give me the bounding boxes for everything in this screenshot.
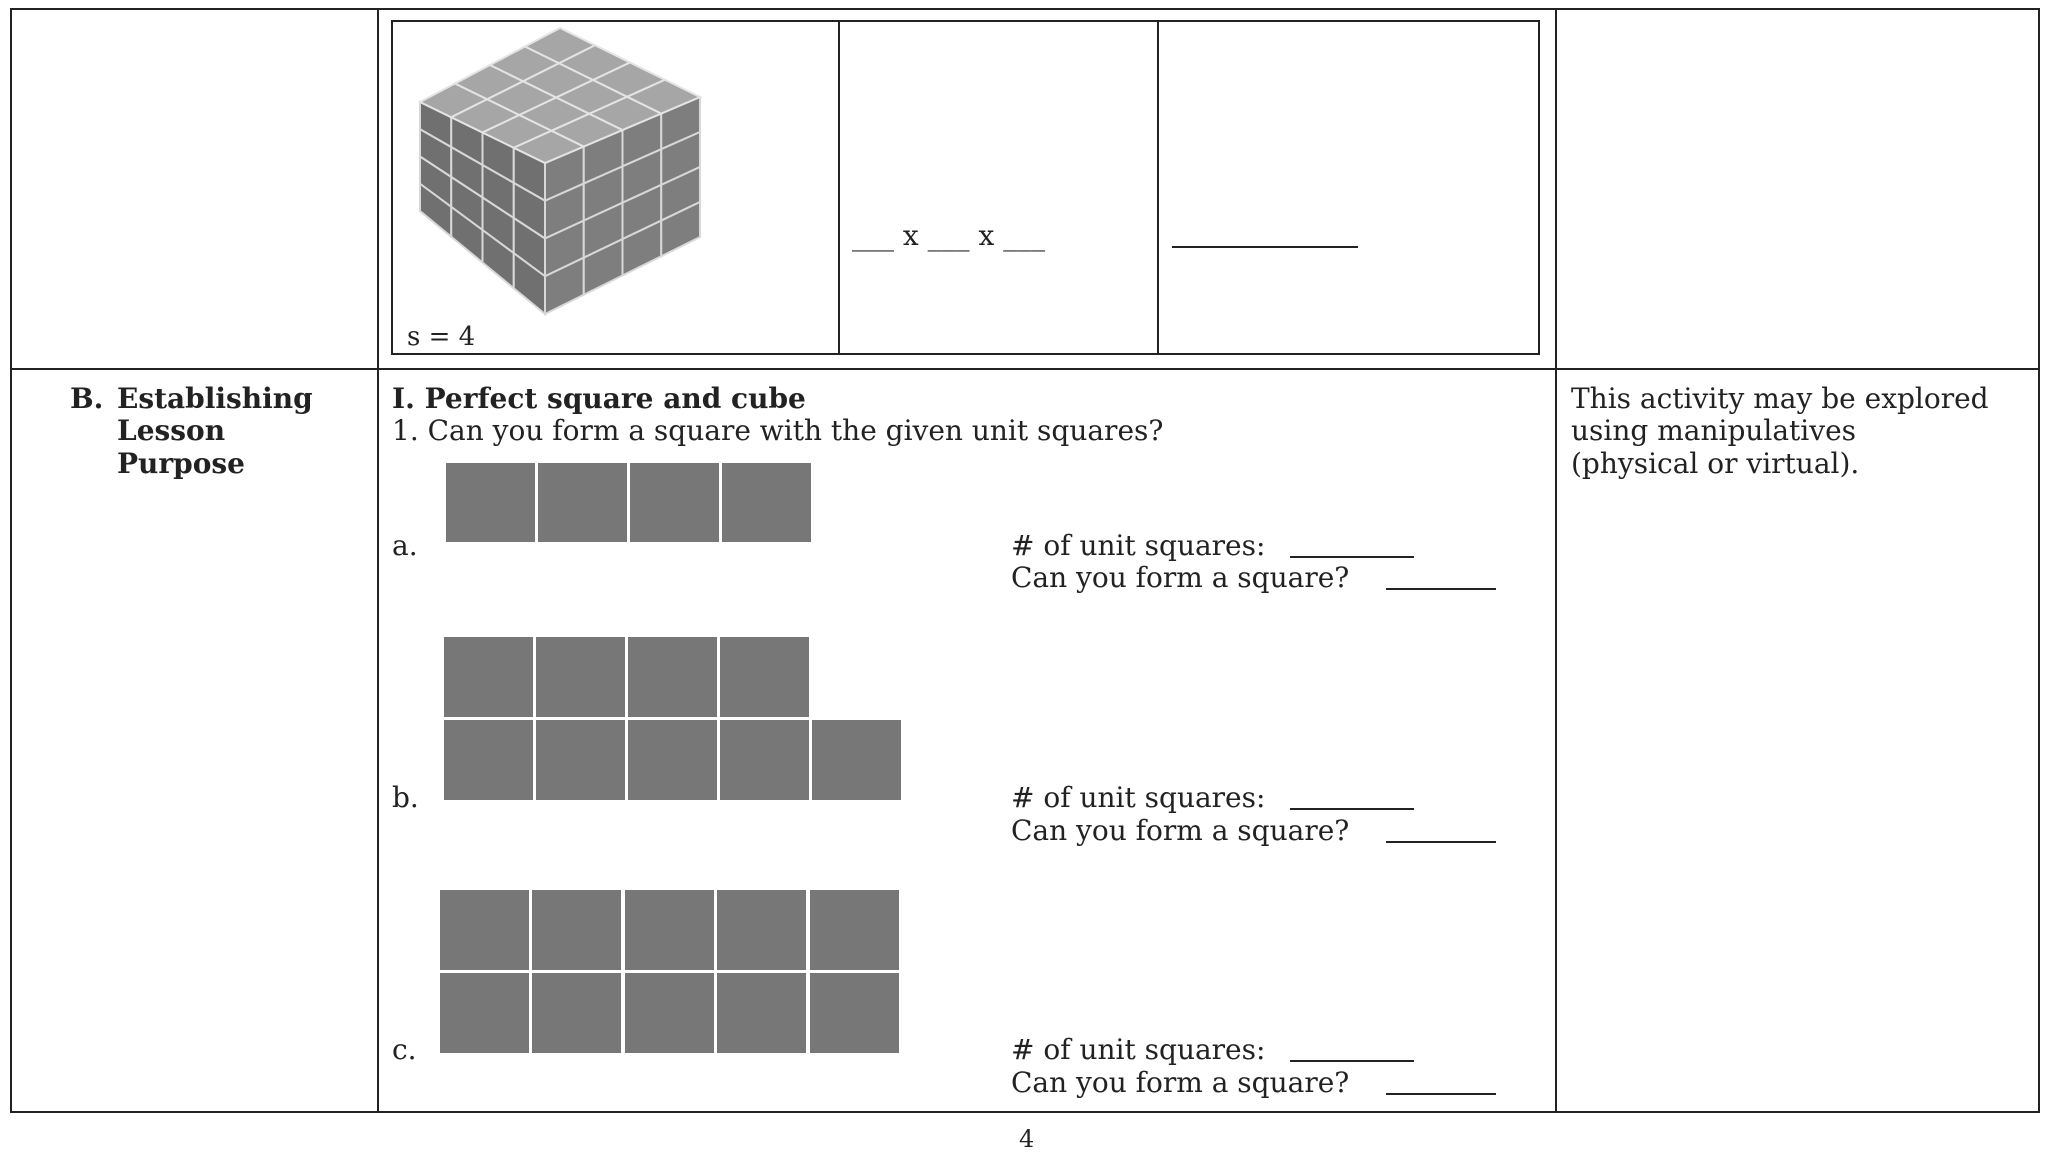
teacher-note-line-2: using manipulatives xyxy=(1571,414,1857,447)
section-label-line-2: Lesson xyxy=(117,414,226,447)
activity-heading: I. Perfect square and cube xyxy=(392,382,806,415)
item-a-count-blank xyxy=(1290,532,1414,558)
unit-square xyxy=(446,463,535,542)
table-row-divider xyxy=(10,368,2040,370)
section-label-line-3: Purpose xyxy=(117,447,245,480)
item-b-form-blank xyxy=(1386,817,1496,843)
item-a-letter: a. xyxy=(392,529,418,562)
unit-square xyxy=(717,890,806,970)
item-c-count-blank xyxy=(1290,1036,1414,1062)
item-b-count-label: # of unit squares: xyxy=(1011,781,1266,814)
unit-square xyxy=(812,720,901,800)
cube-illustration xyxy=(400,25,720,330)
inner-table-divider-2 xyxy=(1157,20,1159,355)
teacher-note-line-3: (physical or virtual). xyxy=(1571,447,1860,480)
item-a-form-label: Can you form a square? xyxy=(1011,561,1350,594)
teacher-note-line-1: This activity may be explored xyxy=(1571,382,1989,415)
unit-square xyxy=(722,463,811,542)
answer-blank-top xyxy=(1172,222,1358,248)
unit-square xyxy=(444,637,533,717)
unit-square xyxy=(440,973,529,1053)
unit-square xyxy=(532,890,621,970)
unit-square xyxy=(625,890,714,970)
item-c-form-label: Can you form a square? xyxy=(1011,1066,1350,1099)
unit-square xyxy=(625,973,714,1053)
item-c-count-label: # of unit squares: xyxy=(1011,1033,1266,1066)
unit-square xyxy=(536,637,625,717)
item-b-letter: b. xyxy=(392,781,419,814)
unit-square xyxy=(720,720,809,800)
table-right-border xyxy=(2038,8,2040,1113)
page-number: 4 xyxy=(1019,1125,1035,1153)
unit-square xyxy=(717,973,806,1053)
table-col-divider-2 xyxy=(1555,8,1557,1113)
item-b-count-blank xyxy=(1290,784,1414,810)
item-c-letter: c. xyxy=(392,1033,417,1066)
unit-square xyxy=(444,720,533,800)
unit-square xyxy=(532,973,621,1053)
table-col-divider-1 xyxy=(377,8,379,1113)
activity-question: 1. Can you form a square with the given unit squares? xyxy=(392,414,1164,447)
unit-square xyxy=(720,637,809,717)
unit-square xyxy=(440,890,529,970)
unit-square xyxy=(810,890,899,970)
multiplication-expression: ___ x ___ x ___ xyxy=(852,219,1046,252)
unit-square xyxy=(538,463,627,542)
table-bottom-border xyxy=(10,1111,2040,1113)
table-top-border xyxy=(10,8,2040,10)
item-b-form-label: Can you form a square? xyxy=(1011,814,1350,847)
unit-square xyxy=(628,720,717,800)
section-label-line-1: Establishing xyxy=(117,382,313,415)
table-left-border xyxy=(10,8,12,1113)
item-c-form-blank xyxy=(1386,1069,1496,1095)
unit-square xyxy=(630,463,719,542)
unit-square xyxy=(810,973,899,1053)
unit-square xyxy=(628,637,717,717)
item-a-count-label: # of unit squares: xyxy=(1011,529,1266,562)
unit-square xyxy=(536,720,625,800)
cube-side-label: s = 4 xyxy=(407,322,476,352)
item-a-form-blank xyxy=(1386,564,1496,590)
inner-table-divider-1 xyxy=(838,20,840,355)
section-letter: B. xyxy=(70,382,104,415)
